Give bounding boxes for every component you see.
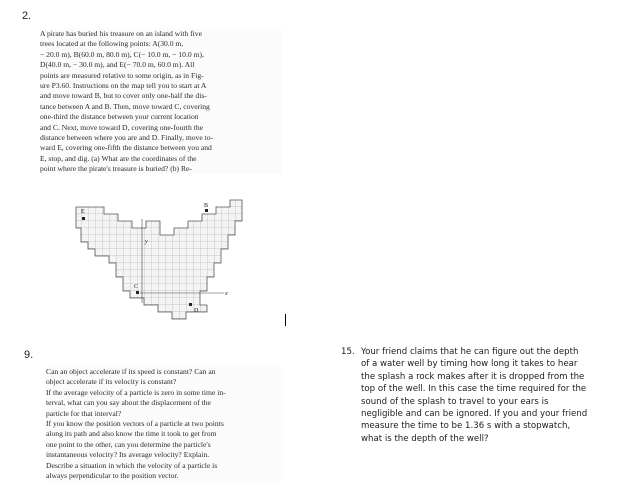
text-line: ure P3.60. Instructions on the map tell you to start at A [40, 80, 207, 90]
tree-c-marker [136, 291, 139, 294]
text-line: distance between where you are and D. Finally, move to- [40, 132, 214, 142]
text-line: the splash a rock makes after it is dropped from the [361, 371, 585, 382]
problem-2-text [40, 29, 282, 174]
text-line: D(40.0 m, − 30.0 m), and E(− 70.0 m, 60.0 m). All [40, 60, 195, 70]
problem-9-text [46, 367, 284, 481]
label-c: C [134, 284, 139, 290]
problem-15-number: 15. [341, 347, 355, 357]
tree-e-marker [82, 217, 85, 220]
text-line: If you know the position vectors of a particle at two points [46, 418, 224, 428]
label-y: y [145, 239, 148, 245]
text-line: E, stop, and dig. (a) What are the coordinates of the [40, 153, 197, 163]
text-line: ward E, covering one-fifth the distance between you and [40, 143, 212, 153]
label-e: E [81, 209, 85, 215]
text-line: Your friend claims that he can figure out the depth [361, 347, 579, 357]
text-line: point where the pirate's treasure is buried? (b) Re- [40, 164, 192, 174]
text-line: negligible and can be ignored. If you and your friend [361, 408, 588, 419]
text-line: top of the well. In this case the time required for the [361, 384, 587, 395]
problem-9-number: 9. [24, 349, 34, 361]
text-line: points are measured relative to some origin, as in Fig- [40, 70, 204, 80]
text-line: − 20.0 m), B(60.0 m, 80.0 m), C(− 10.0 m, − 10.0 m), [40, 49, 204, 59]
text-line: tance between A and B. Then, move toward C, covering [40, 101, 210, 111]
label-x: x [225, 291, 228, 297]
text-line: and move toward B, but to cover only one-half the dis- [40, 91, 207, 101]
text-line: of a water well by timing how long it takes to hear [361, 359, 578, 370]
text-line: object accelerate if its velocity is constant? [46, 377, 177, 387]
label-d: D [194, 308, 199, 314]
text-line: and C. Next, move toward D, covering one-fourth the [40, 122, 204, 132]
text-line: trees located at the following points: A(30.0 m, [40, 39, 184, 49]
text-line: If the average velocity of a particle is zero in some time in- [46, 387, 226, 397]
label-b: B [204, 203, 209, 209]
text-line: one-third the distance between your current location [40, 112, 199, 122]
text-line: terval, what can you say about the displacement of the [46, 398, 211, 408]
text-line: always perpendicular to the position vector. [46, 470, 179, 480]
text-line: particle for that interval? [46, 408, 122, 418]
text-line: one point to the other, can you determine the particle's [46, 439, 211, 449]
text-line: Can an object accelerate if its speed is constant? Can an [46, 367, 216, 376]
text-line: measure the time to be 1.36 s with a stopwatch, [361, 421, 571, 432]
text-line: instantaneous velocity? Its average velocity? Explain. [46, 450, 210, 460]
problem-15-text [361, 346, 587, 445]
text-line: sound of the splash to travel to your ears is [361, 396, 549, 407]
tree-d-marker [189, 303, 192, 306]
text-line: A pirate has buried his treasure on an island with five [40, 29, 202, 38]
problem-2-number: 2. [22, 10, 32, 22]
text-line: Describe a situation in which the velocity of a particle is [46, 460, 218, 470]
tree-b-marker [205, 209, 208, 212]
text-line: along its path and also know the time it took to get from [46, 429, 217, 439]
treasure-map-figure [74, 199, 254, 321]
text-cursor [285, 314, 286, 326]
text-line: what is the depth of the well? [361, 433, 489, 444]
